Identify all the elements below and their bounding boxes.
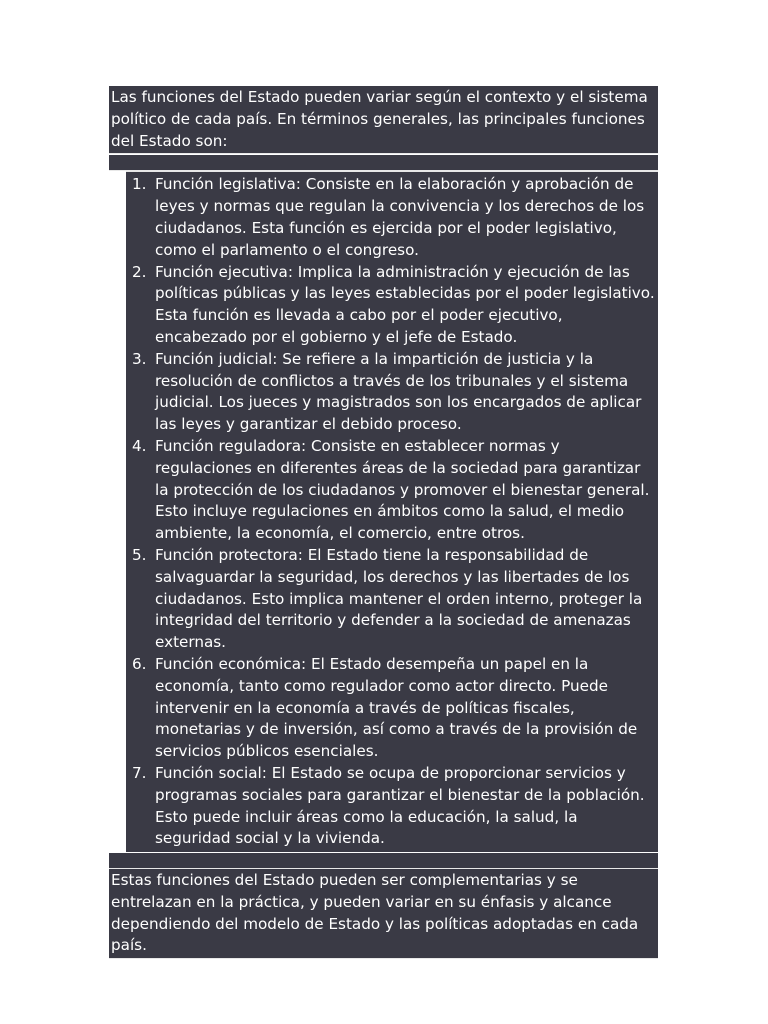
functions-list-block [126, 171, 658, 852]
list-item-text: Función legislativa: Consiste en la elaboración y aprobación de leyes y normas que regulan la convivencia y los derechos de los ciudadanos. Esta función es ejercida por el poder legislativo, como el parlamento o el congreso. [155, 175, 645, 259]
separator-bar [109, 853, 658, 869]
list-item-number: 7. [132, 763, 147, 782]
list-item [126, 349, 656, 436]
list-item [126, 545, 656, 654]
conclusion-paragraph: Estas funciones del Estado pueden ser complementarias y se entrelazan en la práctica, y pueden variar en su énfasis y alcance dependiendo del modelo de Estado y las políticas adoptadas en cada país. [109, 869, 658, 959]
list-item-text: Función protectora: El Estado tiene la responsabilidad de salvaguardar la seguridad, los derechos y las libertades de los ciudadanos. Esto implica mantener el orden interno, proteger la integridad del territorio y defender a la sociedad de amenazas externas. [155, 545, 643, 652]
list-item-number: 1. [132, 175, 147, 194]
list-item-number: 2. [132, 262, 147, 281]
list-item [126, 174, 656, 261]
list-item-number: 3. [132, 349, 147, 368]
list-item [126, 654, 656, 763]
list-item-number: 6. [132, 654, 147, 673]
intro-paragraph: Las funciones del Estado pueden variar según el contexto y el sistema político de cada país. En términos generales, las principales funciones del Estado son: [109, 86, 658, 154]
document-body [109, 86, 658, 959]
list-item-text: Función ejecutiva: Implica la administración y ejecución de las políticas públicas y las leyes establecidas por el poder legislativo. Esta función es llevada a cabo por el poder ejecutivo, encabezado por el gobierno y el jefe de Estado. [155, 262, 655, 346]
separator-bar [109, 155, 658, 171]
list-item-text: Función reguladora: Consiste en establecer normas y regulaciones en diferentes áreas de la sociedad para garantizar la protección de los ciudadanos y promover el bienestar general. Esto incluye regulaciones en ámbitos como la salud, el medio ambiente, la economía, el comercio, entre otros. [155, 436, 650, 543]
list-item-text: Función económica: El Estado desempeña un papel en la economía, tanto como regulador como actor directo. Puede intervenir en la economía a través de políticas fiscales, monetarias y de inversión, así como a través de la provisión de servicios públicos esenciales. [155, 654, 638, 761]
functions-list [126, 174, 656, 850]
list-item-text: Función judicial: Se refiere a la impartición de justicia y la resolución de conflictos a través de los tribunales y el sistema judicial. Los jueces y magistrados son los encargados de aplicar las leyes y garantizar el debido proceso. [155, 349, 642, 434]
list-item-number: 4. [132, 436, 147, 455]
list-item-text: Función social: El Estado se ocupa de proporcionar servicios y programas sociales para garantizar el bienestar de la población. Esto puede incluir áreas como la educación, la salud, la seguridad social y la vivienda. [155, 763, 645, 848]
list-item [126, 436, 656, 545]
list-item-number: 5. [132, 545, 147, 564]
list-item [126, 763, 656, 850]
list-item [126, 262, 656, 349]
